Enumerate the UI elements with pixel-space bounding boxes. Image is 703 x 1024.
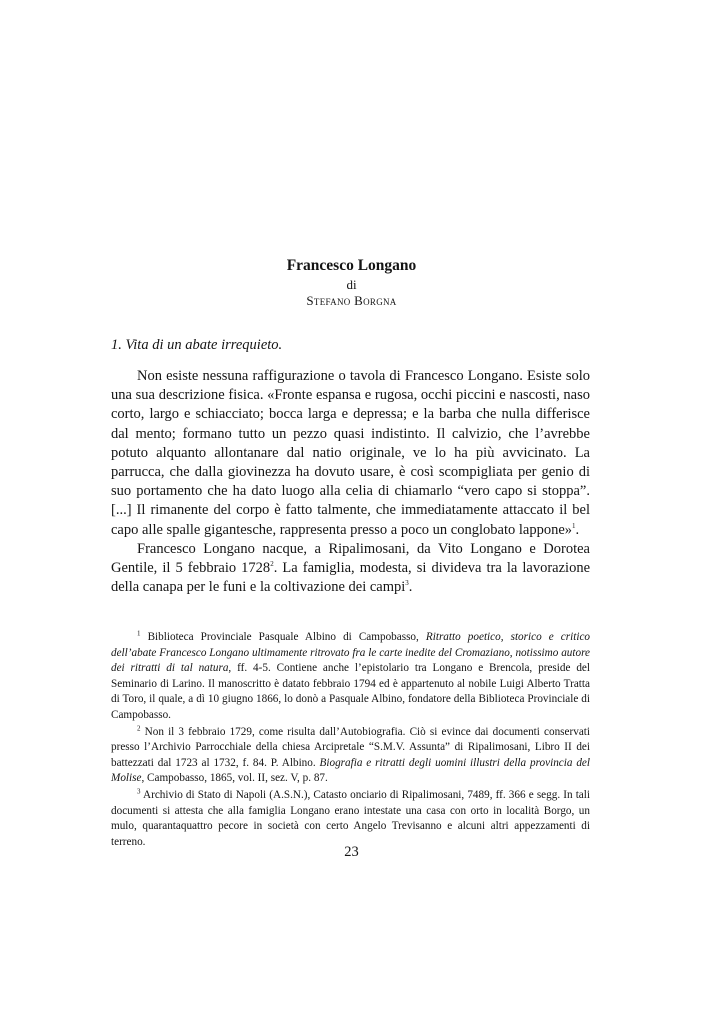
note-ref-2: 2 xyxy=(270,560,274,569)
footnote-2-text-end: , Campobasso, 1865, vol. II, sez. V, p. 87. xyxy=(141,772,328,785)
footnote-3-text: Archivio di Stato di Napoli (A.S.N.), Catasto onciario di Ripalimosani, 7489, ff. 366 e segg. In tali documenti si attesta che alla famiglia Longano erano intestate una casa con orto in località Borgo, un mulo, quarantaquattro pecore in società con certo Angelo Trevisanno e alcuni altri appezzamenti di terreno. xyxy=(111,788,590,848)
paragraph-2-text-a: Francesco Longano nacque, a Ripalimosani, da Vito Longano e Dorotea Gentile, il 5 febbraio 1728 xyxy=(111,541,590,577)
footnote-2-italic: Biografia e ritratti degli uomini illustri della provincia del Molise xyxy=(111,756,591,785)
paragraph-2-text-b: . La famiglia, modesta, si divideva tra la lavorazione della canapa per le funi e la coltivazione dei campi xyxy=(111,560,590,596)
footnote-1 xyxy=(111,630,590,724)
footnote-3-number: 3 xyxy=(137,787,141,796)
footnote-1-number: 1 xyxy=(137,629,141,638)
footnote-1-text-end: , ff. 4-5. Contiene anche l’epistolario tra Longano e Brencola, preside del Seminario di Larino. Il manoscritto è datato febbraio 1794 ed è appartenuto al nobile Luigi Alberto Tratta di Toro, il quale, a dì 10 giugno 1866, lo donò a Pasquale Albino, fondatore della Biblioteca Provinciale di Campobasso. xyxy=(111,662,590,721)
footnote-3 xyxy=(111,788,590,850)
footnotes xyxy=(111,630,590,851)
section-heading: 1. Vita di un abate irrequieto. xyxy=(111,337,283,353)
footnote-1-text: Biblioteca Provinciale Pasquale Albino di Campobasso, xyxy=(147,631,426,643)
page-number: 23 xyxy=(344,844,359,860)
author-name: Stefano Borgna xyxy=(306,293,397,308)
note-ref-1: 1 xyxy=(572,521,576,530)
paragraph-1: Non esiste nessuna raffigurazione o tavola di Francesco Longano. Esiste solo una sua descrizione fisica. «Fronte espansa e rugosa, occhi piccini e nascosti, naso corto, largo e schiacciato; bocca larga e depressa; e la barba che nulla differisce dal mento; formano tutto un pezzo quasi indistinto. Il calvizio, che l’avrebbe potuto alquanto allontanare dal natio originale, ve lo ha più avvicinato. La parrucca, che dalla giovinezza ha dovuto usare, è così scompigliata per genio di suo portamento che ha dato luogo alla celia di chiamarlo “vero capo si stoppa”. [...] Il rimanente del corpo è fatto talmente, che immediatamente attaccato il bel capo alle spalle gigantesche, rappresenta presso a poco un conglobato lappone»$^1$. xyxy=(111,368,590,538)
paragraph-2-text-c: . xyxy=(408,579,413,596)
footnote-1-italic: Ritratto poetico, storico e critico dell’abate Francesco Longano ultimamente ritrovato fra le carte inedite del Cromaziano, notissimo autore dei ritratti di tal natura xyxy=(111,631,591,675)
article-title: Francesco Longano xyxy=(286,257,417,274)
footnote-2 xyxy=(111,725,590,787)
footnote-2-number: 2 xyxy=(137,723,141,732)
paragraph-1-text: Non esiste nessuna raffigurazione o tavola di Francesco Longano. Esiste solo una sua descrizione fisica. «Fronte espansa e rugosa, occhi piccini e nascosti, naso corto, largo e schiacciato; bocca larga e depressa; e la barba che nulla differisce dal mento; formano tutto un pezzo quasi indistinto. Il calvizio, che l’avrebbe potuto alquanto allontanare dal natio originale, ve lo ha più avvicinato. La parrucca, che dalla giovinezza ha dovuto usare, è così scompigliata per genio di suo portamento che ha dato luogo alla celia di chiamarlo “vero capo si stoppa”. [...] Il rimanente del corpo è fatto talmente, che immediatamente attaccato il bel capo alle spalle gigantesche, rappresenta presso a poco un conglobato lappone» xyxy=(111,368,590,538)
byline-di: di xyxy=(346,277,357,292)
footnote-2-text: Non il 3 febbraio 1729, come risulta dall’Autobiografia. Ciò si evince dai documenti conservati presso l’Archivio Parrocchiale della chiesa Arcipretale “S.M.V. Assunta” di Ripalimosani, Libro II dei battezzati dal 1723 al 1732, f. 84. P. Albino. xyxy=(111,725,591,769)
paragraph-2 xyxy=(111,540,590,598)
note-ref-3: 3 xyxy=(405,579,409,588)
